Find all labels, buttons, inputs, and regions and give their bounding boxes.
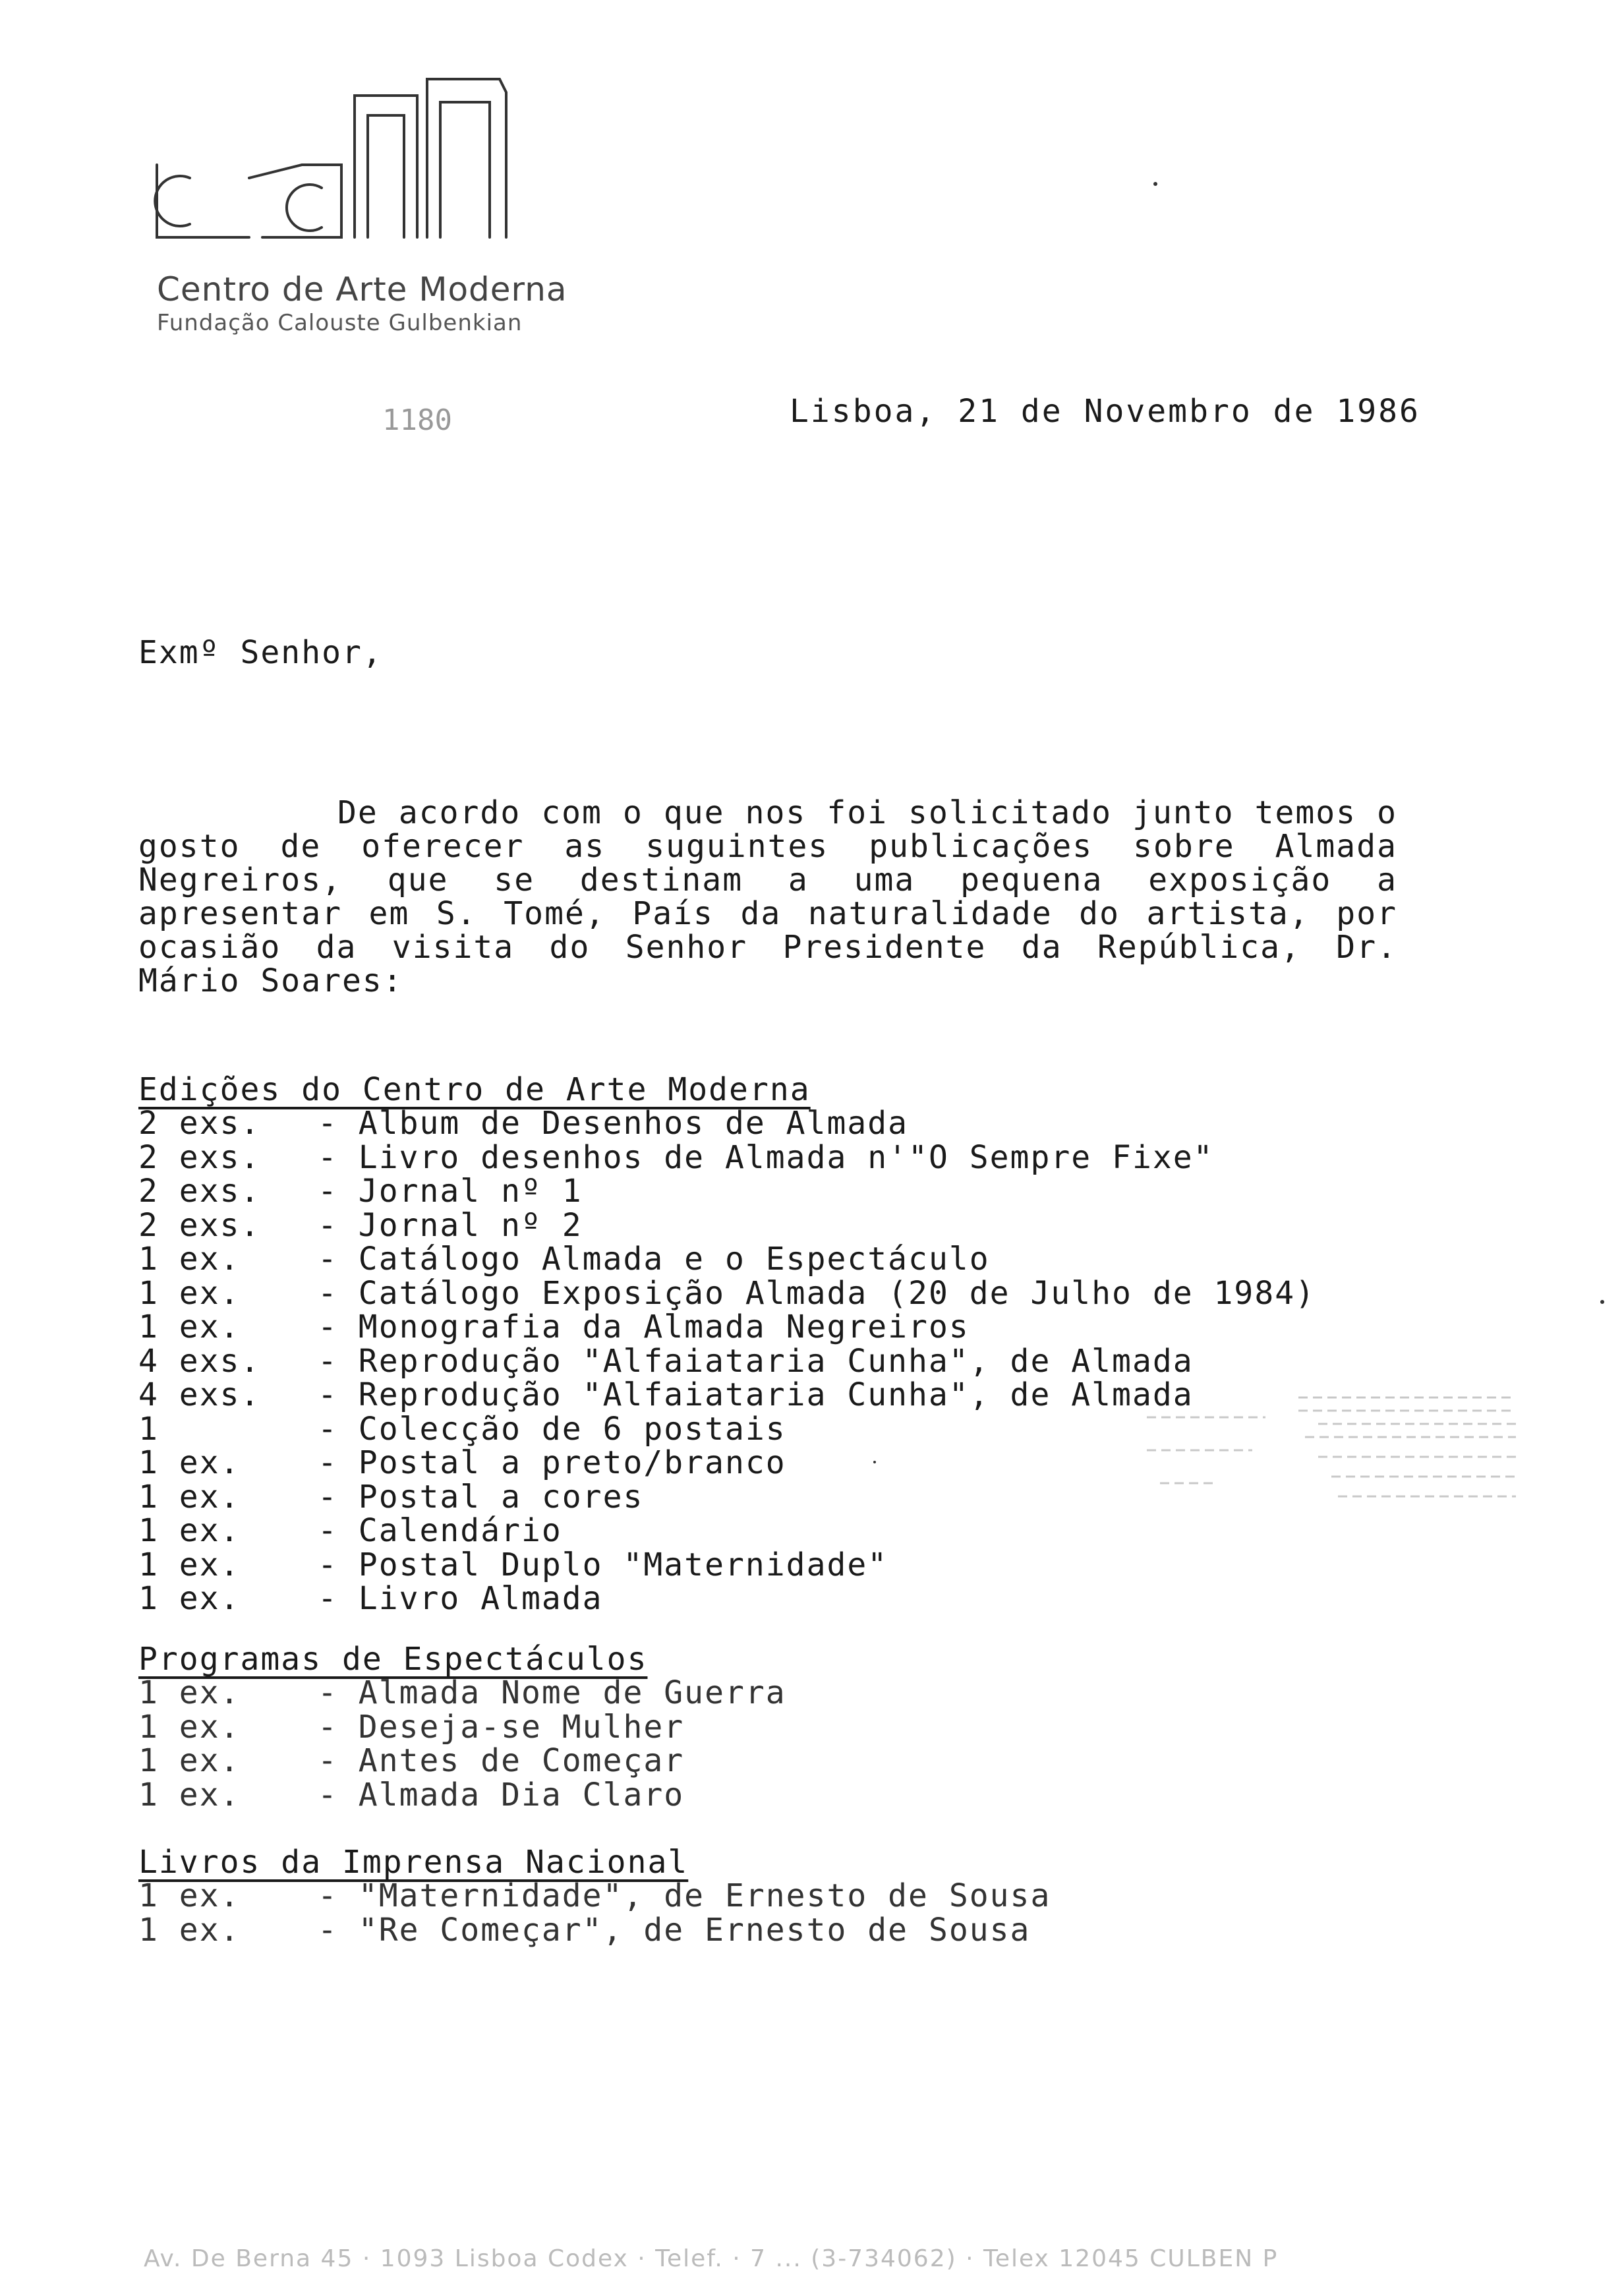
- list-item: [138, 1107, 1316, 1141]
- item-desc: - Catálogo Almada e o Espectáculo: [318, 1241, 990, 1278]
- item-desc: - Catálogo Exposição Almada (20 de Julho de 1984): [318, 1274, 1316, 1312]
- item-qty: 1 ex.: [138, 1580, 241, 1617]
- item-qty: 1 ex.: [138, 1877, 241, 1914]
- list-item: [138, 1243, 1316, 1277]
- item-desc: - Colecção de 6 postais: [318, 1410, 786, 1448]
- item-qty: 2 exs.: [138, 1105, 261, 1142]
- item-desc: - Reprodução "Alfaiataria Cunha", de Almada: [318, 1376, 1194, 1413]
- letterhead-foundation: Fundação Calouste Gulbenkian: [157, 310, 523, 336]
- item-qty: 1 ex.: [138, 1776, 241, 1813]
- list-item: [138, 1175, 1316, 1209]
- item-qty: 1 ex.: [138, 1708, 241, 1746]
- section-title: Programas de Espectáculos: [138, 1641, 648, 1678]
- item-qty: 2 exs.: [138, 1206, 261, 1244]
- list-item: [138, 1548, 1316, 1583]
- item-qty: 2 exs.: [138, 1138, 261, 1176]
- letter-date: Lisboa, 21 de Novembro de 1986: [790, 393, 1420, 430]
- item-desc: - Almada Dia Claro: [318, 1776, 685, 1813]
- item-desc: - Postal Duplo "Maternidade": [318, 1546, 888, 1583]
- item-desc: - Antes de Começar: [318, 1742, 685, 1779]
- list-item: [138, 1342, 1316, 1380]
- scan-speck: [873, 1461, 876, 1463]
- list-item: [138, 1138, 1316, 1176]
- item-desc: - Reprodução "Alfaiataria Cunha", de Almada: [318, 1342, 1194, 1380]
- cam-logo-mark: [150, 66, 519, 277]
- scan-speck: [1153, 182, 1157, 186]
- item-desc: - Postal a preto/branco: [318, 1444, 786, 1481]
- scan-speck: [1600, 1300, 1604, 1304]
- item-qty: 1 ex.: [138, 1674, 241, 1711]
- section-national-press-books: [138, 1846, 1051, 1947]
- section-title: Livros da Imprensa Nacional: [138, 1844, 689, 1881]
- item-desc: - Deseja-se Mulher: [318, 1708, 685, 1746]
- item-desc: - Postal a cores: [318, 1478, 644, 1515]
- list-item: [138, 1708, 786, 1746]
- item-desc: - Album de Desenhos de Almada: [318, 1105, 909, 1142]
- item-qty: 1 ex.: [138, 1444, 241, 1481]
- item-qty: 1 ex.: [138, 1742, 241, 1779]
- faint-stamp: [1120, 1384, 1516, 1536]
- section-show-programs: [138, 1643, 786, 1812]
- letter-body: [138, 796, 1397, 998]
- item-qty: 4 exs.: [138, 1376, 261, 1413]
- list-item: [138, 1206, 1316, 1244]
- item-list: [138, 1107, 1316, 1616]
- item-qty: 1 ex.: [138, 1241, 241, 1278]
- list-item: [138, 1582, 1316, 1616]
- item-qty: 1 ex.: [138, 1512, 241, 1549]
- item-desc: - Jornal nº 1: [318, 1173, 583, 1210]
- list-item: [138, 1310, 1316, 1345]
- list-item: [138, 1676, 786, 1711]
- item-qty: 1: [138, 1410, 159, 1448]
- item-list: [138, 1676, 786, 1812]
- list-item: [138, 1744, 786, 1779]
- item-qty: 1 ex.: [138, 1478, 241, 1515]
- item-qty: 1 ex.: [138, 1309, 241, 1345]
- list-item: [138, 1879, 1051, 1914]
- letterhead-name: Centro de Arte Moderna: [157, 270, 567, 309]
- item-desc: - "Re Começar", de Ernesto de Sousa: [318, 1911, 1031, 1949]
- item-qty: 4 exs.: [138, 1342, 261, 1380]
- item-desc: - Jornal nº 2: [318, 1206, 583, 1244]
- letterhead-footer: Av. De Berna 45 · 1093 Lisboa Codex · Telef. · 7 ... (3-734062) · Telex 12045 CULBEN P: [144, 2245, 1279, 2272]
- item-qty: 1 ex.: [138, 1911, 241, 1949]
- salutation: Exmº Senhor,: [138, 634, 383, 671]
- list-item: [138, 1776, 786, 1813]
- reference-number: 1180: [382, 403, 452, 437]
- item-desc: - Calendário: [318, 1512, 562, 1549]
- item-desc: - Almada Nome de Guerra: [318, 1674, 786, 1711]
- item-desc: - "Maternidade", de Ernesto de Sousa: [318, 1877, 1051, 1914]
- item-desc: - Monografia da Almada Negreiros: [318, 1309, 970, 1345]
- item-desc: - Livro Almada: [318, 1580, 603, 1617]
- item-list: [138, 1879, 1051, 1947]
- item-qty: 2 exs.: [138, 1173, 261, 1210]
- item-desc: - Livro desenhos de Almada n'"O Sempre Fixe": [318, 1138, 1214, 1176]
- stamp-marks: [1120, 1384, 1516, 1536]
- item-qty: 1 ex.: [138, 1274, 241, 1312]
- list-item: [138, 1911, 1051, 1949]
- section-title: Edições do Centro de Arte Moderna: [138, 1071, 811, 1108]
- list-item: [138, 1274, 1316, 1312]
- item-qty: 1 ex.: [138, 1546, 241, 1583]
- body-paragraph: De acordo com o que nos foi solicitado junto temos o gosto de oferecer as suguintes publicações sobre Almada Negreiros, que se destinam a uma pequena exposição a apresentar em S. Tomé, País da naturalidade do artista, por ocasião da visita do Senhor Presidente da República, Dr. Mário Soares:: [138, 794, 1397, 999]
